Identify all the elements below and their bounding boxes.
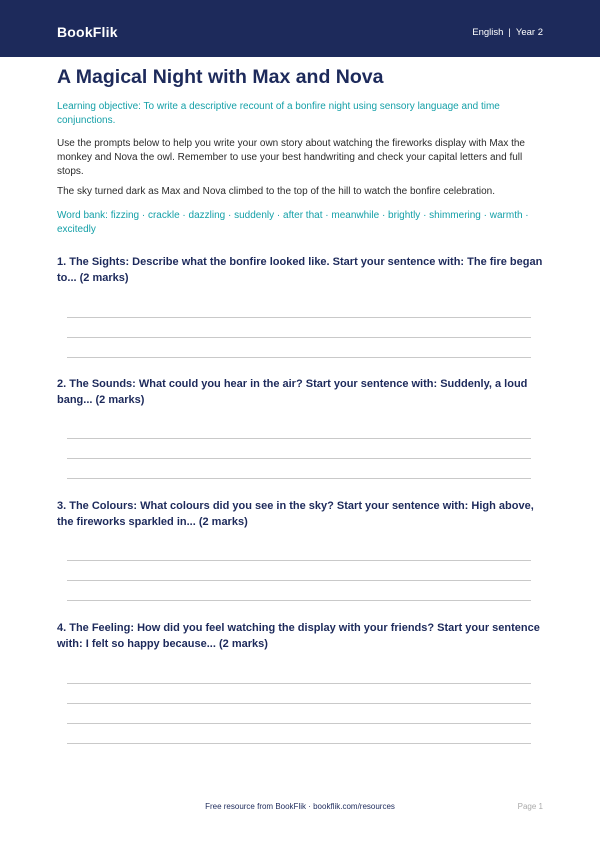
- question-2: 2. The Sounds: What could you hear in the air? Start your sentence with: Suddenly, a loud bang... (2 marks): [57, 378, 528, 406]
- page-number: Page 1: [517, 802, 543, 811]
- writing-line[interactable]: [67, 580, 531, 581]
- writing-line[interactable]: [67, 337, 531, 338]
- subject-label: English: [472, 27, 504, 38]
- writing-line[interactable]: [67, 703, 531, 704]
- learning-objective: Learning objective: To write a descriptive recount of a bonfire night using sensory language and time conjunctions.: [57, 101, 500, 126]
- word-bank: Word bank: fizzing · crackle · dazzling · suddenly · after that · meanwhile · brightly · shimmering · warmth · excitedly: [57, 210, 529, 235]
- year-label: Year 2: [515, 27, 543, 38]
- question-1: 1. The Sights: Describe what the bonfire looked like. Start your sentence with: The fire began to... (2 marks): [57, 256, 543, 284]
- question-4: 4. The Feeling: How did you feel watching the display with your friends? Start your sentence with: I felt so happy because... (2 marks): [57, 622, 540, 650]
- writing-line[interactable]: [67, 600, 531, 601]
- question-3: 3. The Colours: What colours did you see in the sky? Start your sentence with: High above, the fireworks sparkled in... (2 marks): [57, 500, 534, 528]
- instructions: Use the prompts below to help you write your own story about watching the fireworks display with Max the monkey and Nova the owl. Remember to use your best handwriting and check your capital letters and full stops.: [57, 138, 525, 177]
- writing-line[interactable]: [67, 683, 531, 684]
- page-header: [0, 0, 600, 57]
- writing-line[interactable]: [67, 560, 531, 561]
- writing-line[interactable]: [67, 478, 531, 479]
- writing-line[interactable]: [67, 357, 531, 358]
- writing-line[interactable]: [67, 317, 531, 318]
- footer-text: Free resource from BookFlik · bookflik.com/resources: [205, 802, 395, 811]
- writing-line[interactable]: [67, 723, 531, 724]
- meta-separator: |: [508, 27, 511, 38]
- writing-line[interactable]: [67, 743, 531, 744]
- story-opening: The sky turned dark as Max and Nova climbed to the top of the hill to watch the bonfire celebration.: [57, 186, 496, 197]
- writing-line[interactable]: [67, 458, 531, 459]
- page-title: A Magical Night with Max and Nova: [57, 66, 384, 88]
- brand-logo-text: BookFlik: [57, 24, 118, 40]
- writing-line[interactable]: [67, 438, 531, 439]
- header-meta: [472, 27, 543, 38]
